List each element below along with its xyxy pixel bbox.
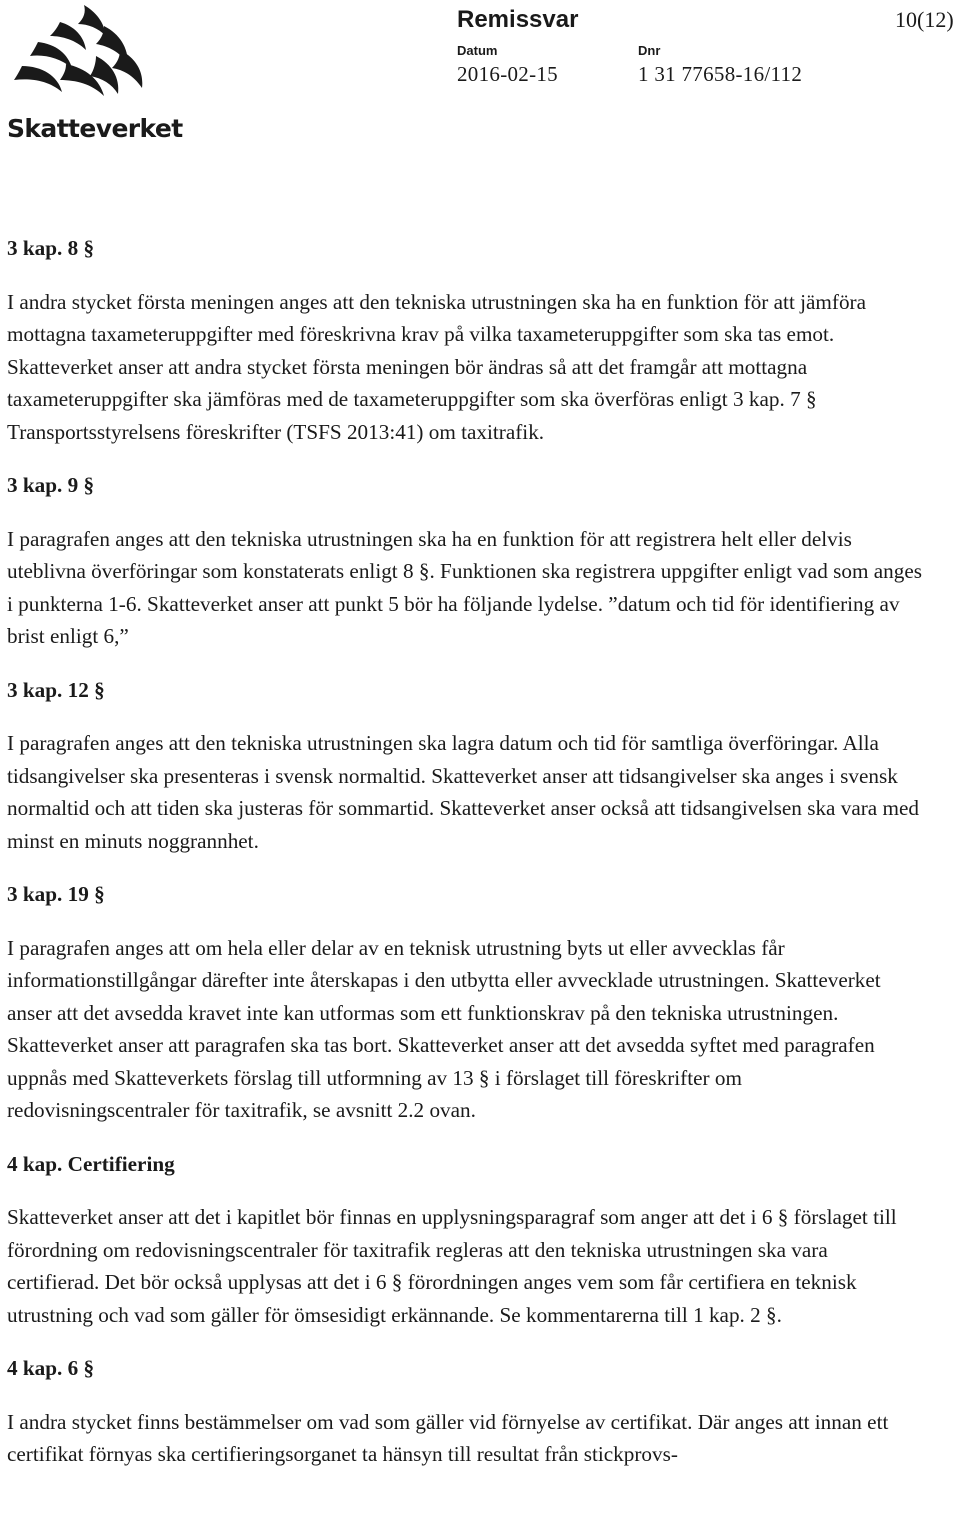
section-heading: 3 kap. 12 § [7,677,105,702]
logo-text: Skatteverket [7,114,183,143]
date-value: 2016-02-15 [457,62,558,86]
section-paragraph: I paragrafen anges att om hela eller delar av en teknisk utrustning byts ut eller avvecklas får informationstillgångar därefter inte återskapas i den utbytta eller avvecklade utrustningen. Skatteverket anser att det avsedda kravet inte kan utformas som ett funktionskrav på den tekniska utrustningen. Skatteverket anser att paragrafen ska tas bort. Skatteverket anser att det avsedda syftet med paragrafen uppnås med Skatteverkets förslag till utformning av 13 § i förslaget till föreskrifter om redovisningscentraler för taxitrafik, se avsnitt 2.2 ovan. [7,935,881,1122]
date-label: Datum [457,43,498,58]
section-heading: 3 kap. 8 § [7,236,95,260]
section-heading: 3 kap. 9 § [7,473,95,497]
section-paragraph: I paragrafen anges att den tekniska utrustningen ska ha en funktion för att registrera helt eller delvis uteblivna överföringar som konstaterats enligt 8 §. Funktionen ska registrera uppgifter enligt vad som anges i punkterna 1-6. Skatteverket anser att punkt 5 bör ha följande lydelse. ”datum och tid för identifiering av brist enligt 6,” [7,526,922,648]
section-paragraph: I andra stycket finns bestämmelser om vad som gäller vid förnyelse av certifikat. Där anges att innan ett certifikat förnyas ska certifieringsorganet ta hänsyn till resultat från stickprovs- [7,1409,889,1466]
document-body [7,232,925,1471]
skatteverket-logo [0,0,183,150]
section-heading: 3 kap. 19 § [7,882,105,906]
section-paragraph: I paragrafen anges att den tekniska utrustningen ska lagra datum och tid för samtliga överföringar. Alla tidsangivelser ska presenteras i svensk normaltid. Skatteverket anser att tidsangivelser ska anges i svensk normaltid och att tiden ska justeras för sommartid. Skatteverket anser också att tidsangivelsen ska vara med minst en minuts noggrannhet. [7,731,919,853]
crown-swoosh-icon [0,0,170,112]
dnr-value: 1 31 77658-16/112 [638,62,803,86]
document-type: Remissvar [457,6,579,33]
section-heading: 4 kap. 6 § [7,1356,95,1380]
section-heading: 4 kap. Certifiering [7,1151,175,1176]
section-paragraph: I andra stycket första meningen anges att den tekniska utrustningen ska ha en funktion för att jämföra mottagna taxameteruppgifter med föreskrivna krav på vilka taxameteruppgifter som ska tas emot. Skatteverket anser att andra stycket första meningen bör ändras så att det framgår att mottagna taxameteruppgifter ska jämföras med de taxameteruppgifter som ska överföras enligt 3 kap. 7 § Transportsstyrelsens föreskrifter (TSFS 2013:41) om taxitrafik. [7,289,867,444]
section-paragraph: Skatteverket anser att det i kapitlet bör finnas en upplysningsparagraf som anger att det i 6 § förslaget till förordning om redovisningscentraler för taxitrafik regleras att den tekniska utrustningen ska vara certifierad. Det bör också upplysas att det i 6 § förordningen anges vem som får certifiera en teknisk utrustning och vad som gäller för ömsesidigt erkännande. Se kommentarerna till 1 kap. 2 §. [7,1205,897,1327]
dnr-label: Dnr [638,43,661,58]
page-number: 10(12) [895,7,954,32]
